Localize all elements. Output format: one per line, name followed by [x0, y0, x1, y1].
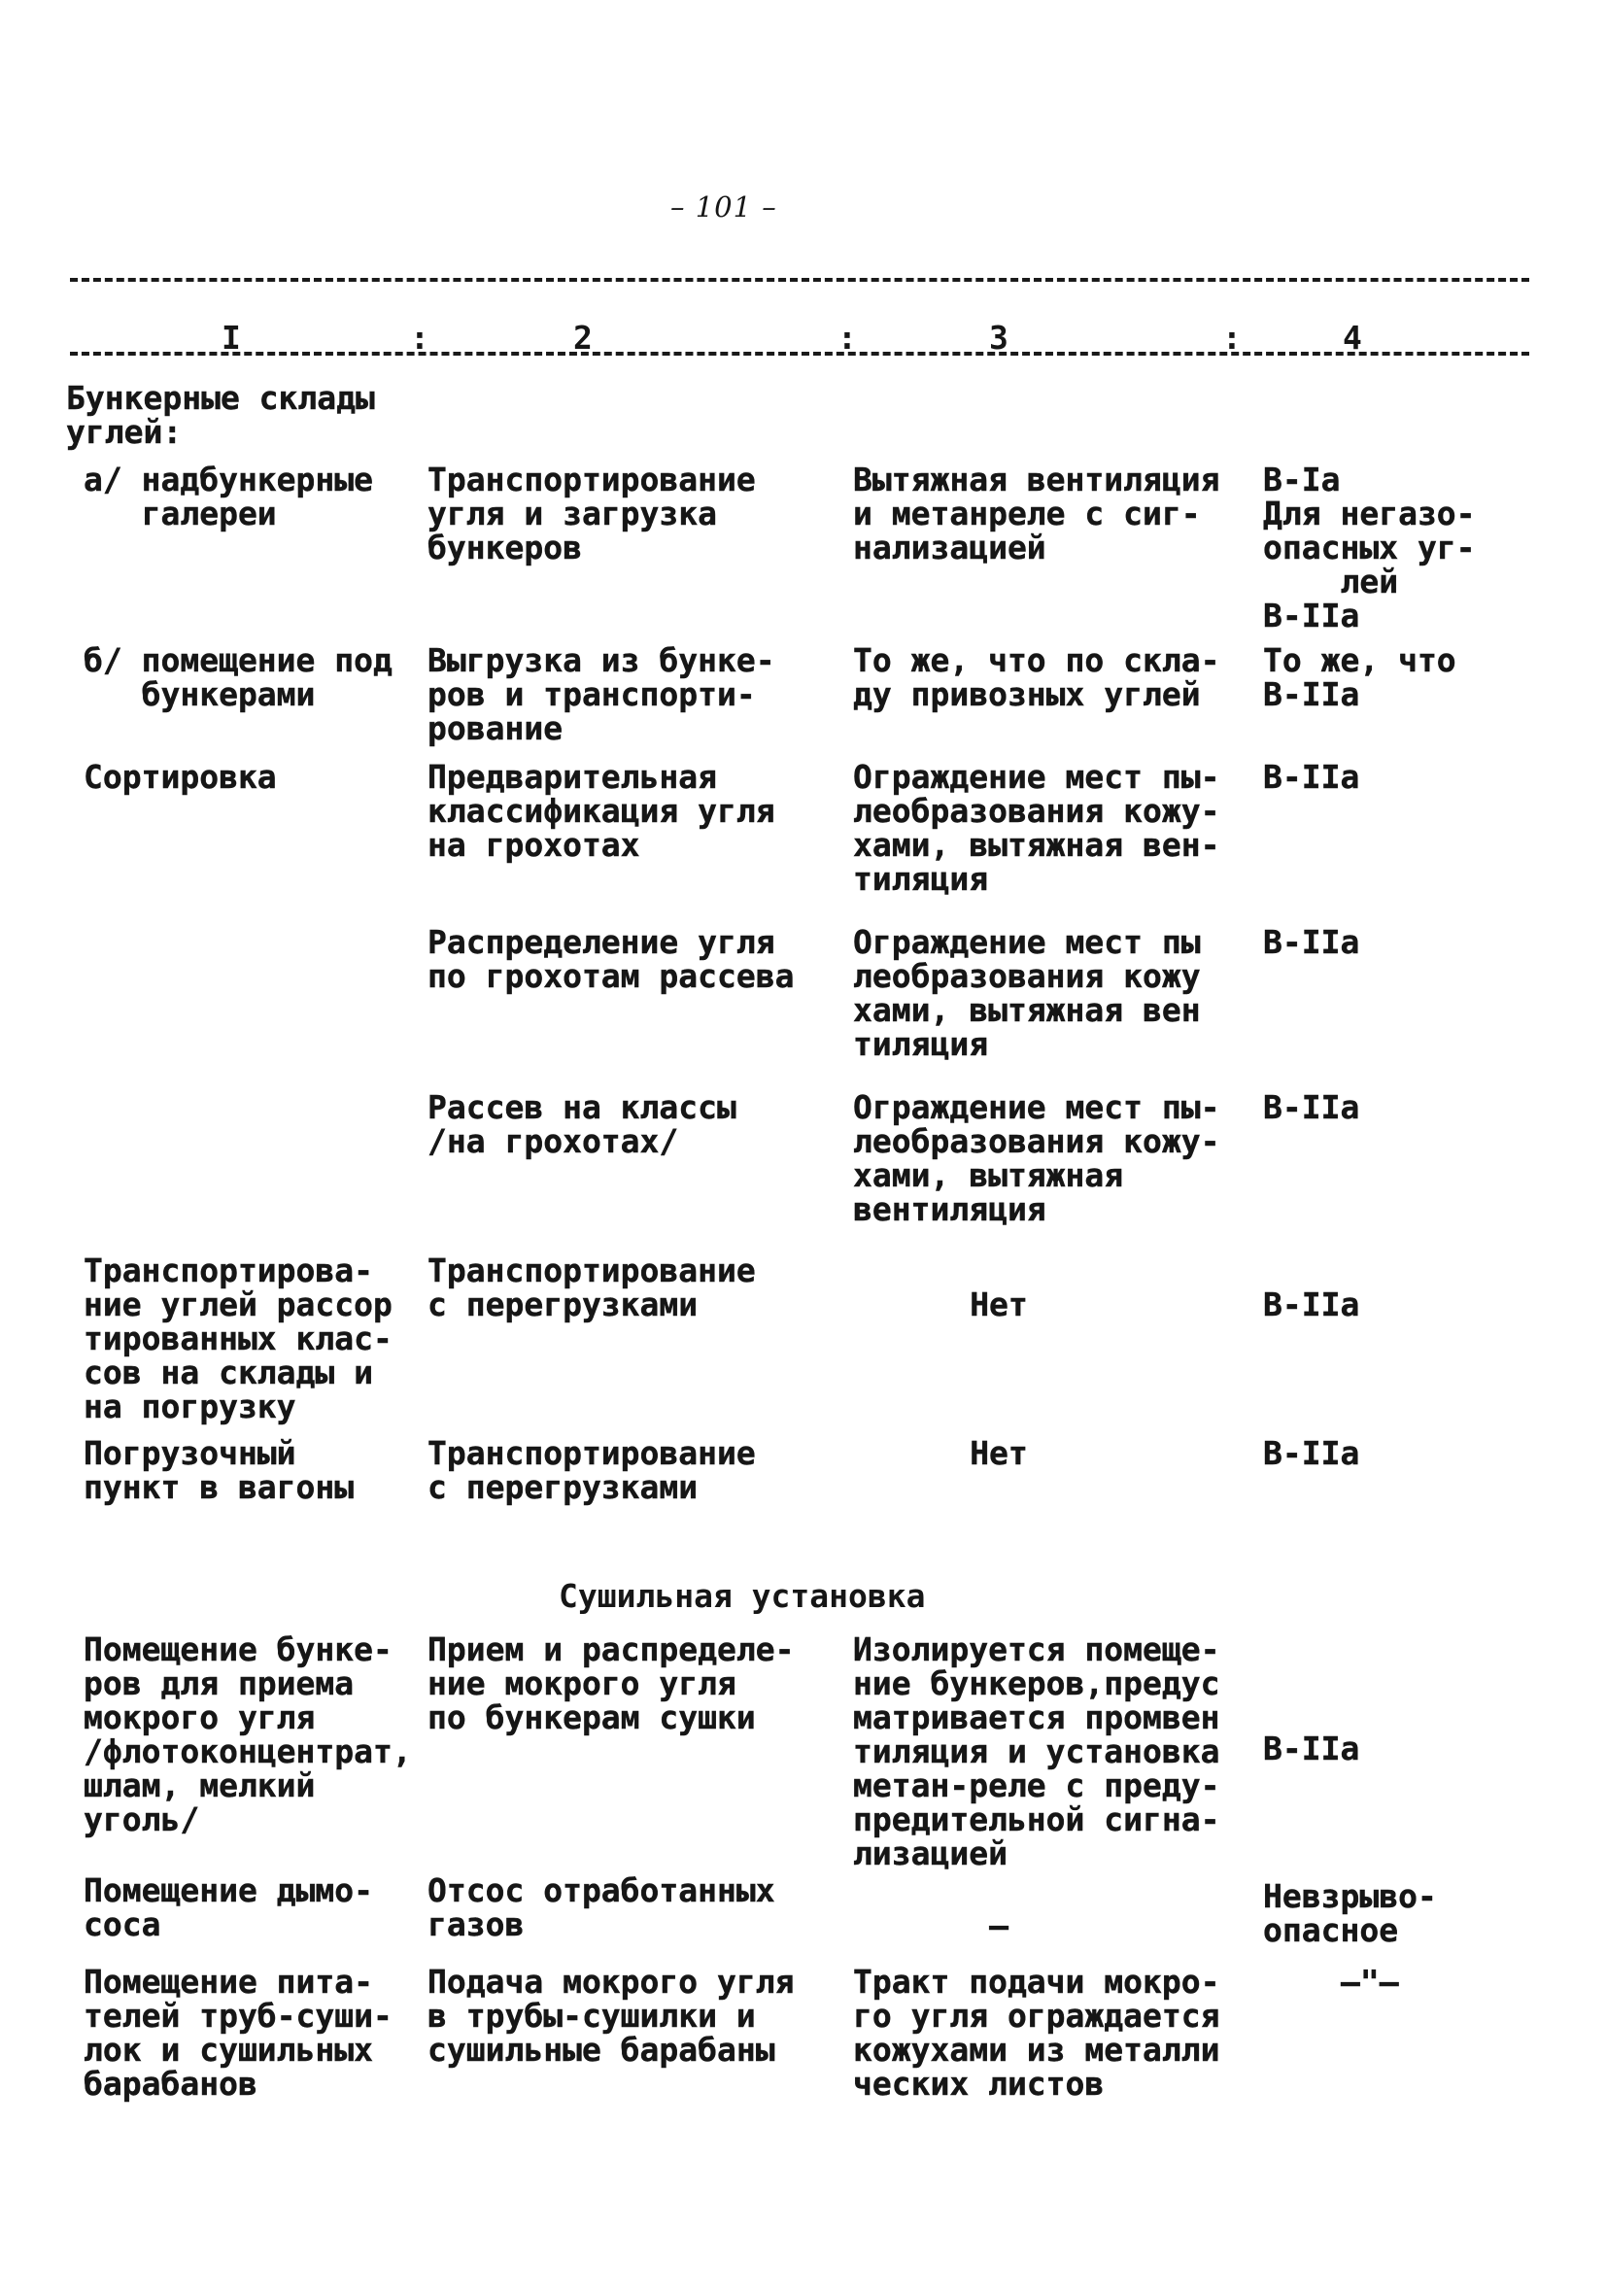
table-cell-process: Отсос отработанных газов — [427, 1871, 775, 1943]
table-cell-class: –"– — [1341, 1963, 1399, 2001]
table-cell-class: Невзрыво- опасное — [1263, 1877, 1437, 1949]
table-cell-process: Подача мокрого угля в трубы-сушилки и сушильные барабаны — [427, 1963, 795, 2069]
table-cell-measures: Вытяжная вентиляция и метанреле с сиг- нализацией — [853, 461, 1220, 566]
table-cell-class: В-IIа — [1263, 1088, 1360, 1126]
table-cell-room: Помещение дымо- соса — [84, 1871, 374, 1943]
table-cell-measures: – — [989, 1906, 1008, 1944]
table-cell-process: Распределение угля по грохотам рассева — [427, 923, 795, 995]
column-separator: : — [837, 319, 857, 357]
table-cell-process: Выгрузка из бунке- ров и транспорти- рование — [427, 641, 775, 747]
table-cell-room: Помещение пита- телей труб-суши- лок и сушильных барабанов — [84, 1963, 393, 2103]
table-cell-process: Предварительная классификация угля на грохотах — [427, 758, 775, 864]
table-cell-class: В-IIа — [1263, 1730, 1360, 1767]
column-separator: : — [410, 319, 429, 357]
table-cell-measures: Ограждение мест пы- леобразования кожу- хами, вытяжная вен- тиляция — [853, 758, 1220, 898]
table-top-rule — [70, 278, 1529, 282]
column-header-3: 3 — [989, 319, 1008, 357]
table-cell-class: В-Iа Для негазо- опасных уг- лей В-IIа — [1263, 461, 1476, 634]
table-cell-room: б/ помещение под бункерами — [84, 641, 393, 713]
table-cell-measures: То же, что по скла- ду привозных углей — [853, 641, 1220, 713]
table-cell-room: а/ надбункерные галереи — [84, 461, 374, 532]
table-cell-measures: Нет — [970, 1434, 1028, 1472]
table-cell-process: Транспортирование с перегрузками — [427, 1251, 756, 1323]
table-cell-class: В-IIа — [1263, 1285, 1360, 1323]
column-header-1: I — [222, 319, 241, 357]
table-cell-measures: Ограждение мест пы- леобразования кожу- хами, вытяжная вентиляция — [853, 1088, 1220, 1228]
table-cell-room: Помещение бунке- ров для приема мокрого угля /флотоконцентрат, шлам, мелкий уголь/ — [84, 1630, 412, 1838]
table-cell-class: В-IIа — [1263, 758, 1360, 796]
table-cell-process: Рассев на классы /на грохотах/ — [427, 1088, 736, 1160]
table-cell-measures: Тракт подачи мокро- го угля ограждается кожухами из металли ческих листов — [853, 1963, 1220, 2103]
table-cell-class: То же, что В-IIа — [1263, 641, 1456, 713]
table-cell-process: Транспортирование угля и загрузка бункеров — [427, 461, 756, 566]
table-cell-measures: Изолируется помеще- ние бункеров,предус матривается промвен тиляция и установка метан-реле с преду- предительной сигна- лизацией — [853, 1630, 1220, 1872]
header-bottom-rule — [70, 352, 1529, 356]
table-cell-measures: Нет — [970, 1285, 1028, 1323]
column-separator: : — [1222, 319, 1242, 357]
column-header-4: 4 — [1343, 319, 1362, 357]
table-cell-class: В-IIа — [1263, 923, 1360, 961]
column-header-2: 2 — [573, 319, 593, 357]
table-cell-room: Сортировка — [84, 758, 277, 796]
table-cell-process: Прием и распределе- ние мокрого угля по бункерам сушки — [427, 1630, 795, 1736]
table-cell-class: В-IIа — [1263, 1434, 1360, 1472]
table-cell-process: Транспортирование с перегрузками — [427, 1434, 756, 1506]
section-title: Сушильная установка — [559, 1577, 926, 1615]
group-heading: Бункерные склады углей: — [66, 379, 375, 451]
table-cell-measures: Ограждение мест пы леобразования кожу хами, вытяжная вен тиляция — [853, 923, 1201, 1063]
table-cell-room: Погрузочный пункт в вагоны — [84, 1434, 355, 1506]
table-cell-room: Транспортирова- ние углей рассор тированных клас- сов на склады и на погрузку — [84, 1251, 393, 1425]
page-number: – 101 – — [670, 190, 777, 223]
